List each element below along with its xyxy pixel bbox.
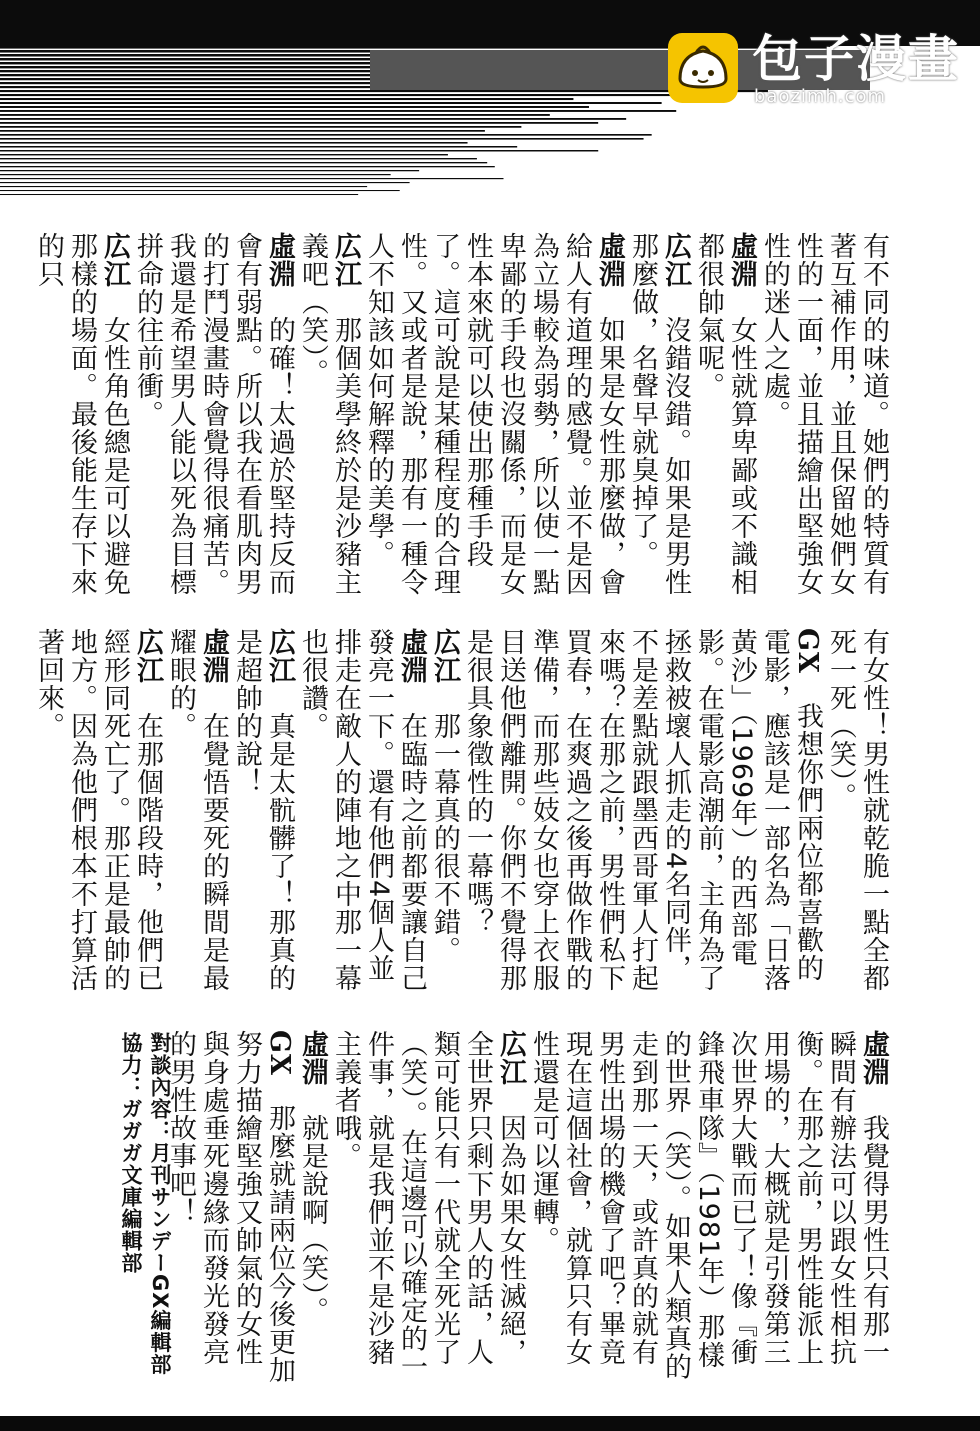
dialogue-text: 有女性！男性就乾脆一點全都死一死（笑）。 [825, 628, 889, 992]
dialogue-text: 那一幕真的很不錯。 [429, 712, 460, 964]
dialogue-text: 在覺悟要死的瞬間是最耀眼的。 [165, 628, 229, 992]
dialogue-text: 女性角色總是可以避免那樣的場面。最後能生存下來的只 [33, 232, 130, 596]
dialogue-paragraph [296, 232, 362, 602]
dialogue-paragraph [230, 628, 296, 993]
speaker-label: 広江 [264, 628, 295, 684]
speaker-label: 虛淵 [858, 1030, 889, 1086]
bottom-border [0, 1416, 980, 1431]
dialogue-text: 真是太骯髒了！那真的是超帥的說！ [231, 628, 295, 992]
dialogue-paragraph [164, 1030, 296, 1385]
dialogue-paragraph [626, 232, 692, 602]
speaker-label: 虛淵 [198, 628, 229, 684]
dialogue-text: 有不同的味道。她們的特質有著互補作用，並且保留她們女性的一面，並且描繪出堅強女性的迷人之處。 [759, 232, 889, 596]
speaker-label: 広江 [330, 232, 361, 288]
dialogue-text: 在那個階段時，他們已經形同死亡了。那正是最帥的地方。因為他們根本不打算活著回來。 [33, 628, 163, 992]
dialogue-paragraph [32, 232, 131, 602]
text-tier-2 [32, 628, 890, 993]
watermark-logo [668, 30, 968, 115]
speaker-label: 虛淵 [297, 1030, 328, 1086]
text-tier-3 [164, 1030, 890, 1385]
speaker-label: 虛淵 [594, 232, 625, 288]
speaker-label: 虛淵 [726, 232, 757, 288]
speaker-label: GX [792, 628, 823, 675]
dialogue-text: 我覺得男性只有那一瞬間有辦法可以跟女性相抗衡。在那之前，男性能派上用場的，大概就是引發第三次世界大戰而已了！像『衝鋒飛車隊』（1981年）那樣的世界（笑）。如果人類真的走到那一天，或許真的就有男性出場的機會了吧？畢竟現在這個社會，就算只有女性還是可以運轉。 [528, 1030, 889, 1381]
page-header-band [0, 0, 980, 200]
speaker-label: 広江 [99, 232, 130, 288]
bun-mascot-icon [668, 33, 738, 103]
dialogue-paragraph [461, 628, 824, 993]
dialogue-text: 因為如果女性滅絕，全世界只剩下男人的話，人類可能只有一代就全死光了（笑）。在這邊可以確定的一件事，就是我們並不是沙豬主義者哦。 [330, 1030, 526, 1381]
watermark-name: 包子漫畫 [752, 30, 960, 88]
speaker-label: 広江 [429, 628, 460, 684]
dialogue-paragraph [527, 1030, 890, 1385]
text-tier-1 [32, 232, 890, 602]
speaker-label: GX [264, 1030, 295, 1077]
watermark-url: baozimh.com [754, 86, 887, 107]
credit-line: 對談內容：月刊サンデーGX編輯部 [148, 1032, 172, 1376]
speaker-label: 虛淵 [396, 628, 427, 684]
credits-block [116, 1032, 174, 1392]
dialogue-paragraph [692, 232, 758, 602]
dialogue-paragraph [362, 232, 626, 602]
dialogue-paragraph [428, 628, 461, 993]
dialogue-text: 那個美學終於是沙豬主義吧（笑）。 [297, 232, 361, 596]
dialogue-paragraph [32, 628, 164, 993]
dialogue-paragraph [164, 628, 230, 993]
dialogue-paragraph [131, 232, 296, 602]
speaker-label: 広江 [660, 232, 691, 288]
dialogue-paragraph [758, 232, 890, 602]
dialogue-paragraph [296, 628, 428, 993]
speaker-label: 広江 [495, 1030, 526, 1086]
dialogue-text: 如果是女性那麼做，會給人有道理的感覺。並不是因為立場較為弱勢，所以使一點卑鄙的手段也沒關係，而是女性本來就可以使出那種手段了。這可說是某種程度的合理性。又或者是說，那有一種令人不知該如何解釋的美學。 [363, 232, 625, 596]
dialogue-text: 在臨時之前都要讓自己發亮一下。還有他們4個人並排走在敵人的陣地之中那一幕也很讚。 [297, 628, 427, 992]
speaker-label: 広江 [132, 628, 163, 684]
dialogue-text: 沒錯沒錯。如果是男性那麼做，名聲早就臭掉了。 [627, 232, 691, 596]
dialogue-paragraph [824, 628, 890, 993]
dialogue-text: 那麼就請兩位今後更加努力描繪堅強又帥氣的女性與身處垂死邊緣而發光發亮的男性故事吧！ [165, 1030, 295, 1385]
speaker-label: 虛淵 [264, 232, 295, 288]
credit-line: 協力：ガガガ文庫編輯部 [119, 1032, 143, 1274]
dialogue-text: 我想你們兩位都喜歡的電影，應該是一部名為「日落黃沙」（1969年）的西部電影。在電影高潮前，主角為了拯救被壞人抓走的4名同伴，不是差點就跟墨西哥軍人打起來嗎？在那之前，男性們私下買春，在爽過之後再做作戰的準備，而那些妓女也穿上衣服目送他們離開。你們不覺得那是很具象徵性的一幕嗎？ [462, 628, 823, 992]
dialogue-text: 女性就算卑鄙或不識相都很帥氣呢。 [693, 232, 757, 596]
dialogue-paragraph [329, 1030, 527, 1385]
dialogue-paragraph [296, 1030, 329, 1385]
dialogue-text: 的確！太過於堅持反而會有弱點。所以我在看肌肉男的打鬥漫畫時會覺得很痛苦。我還是希望男人能以死為目標拼命的往前衝。 [132, 232, 295, 596]
dialogue-text: 就是說啊（笑）。 [297, 1114, 328, 1325]
